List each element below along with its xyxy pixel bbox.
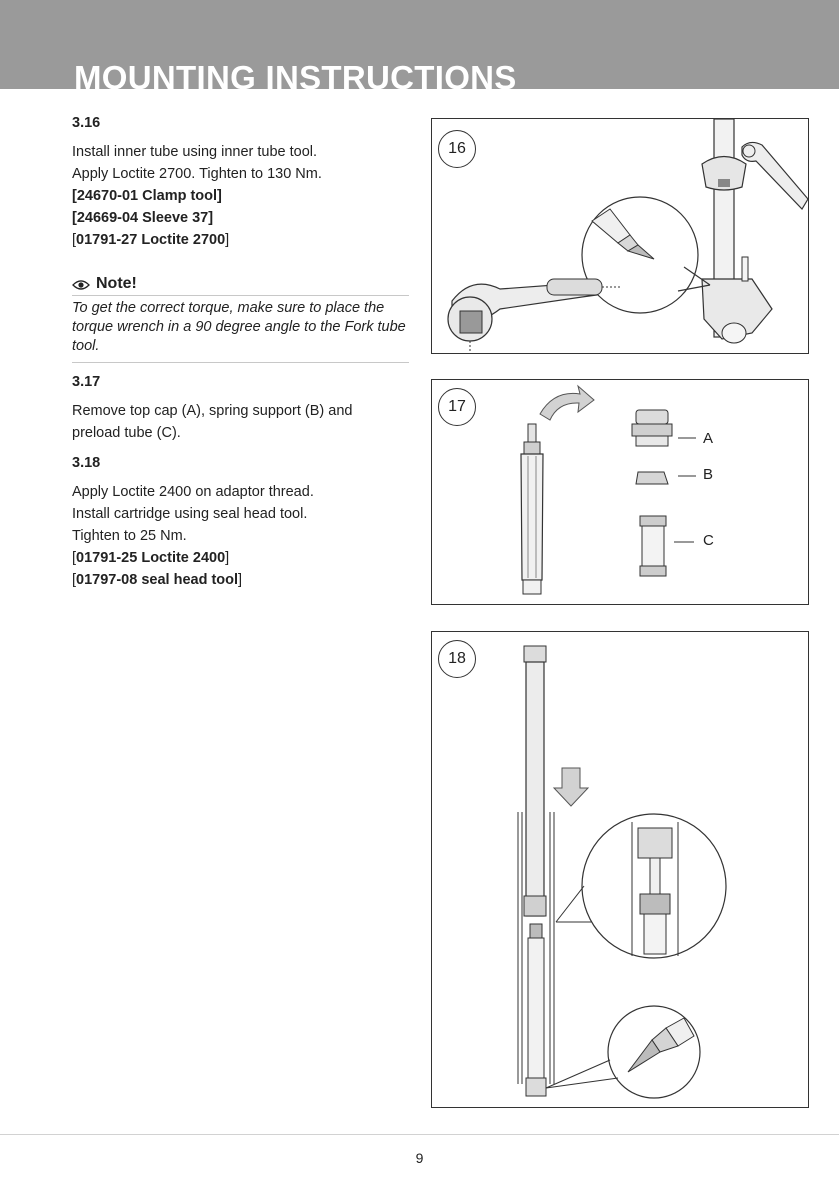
- clamp-tool-ref: [24670-01 Clamp tool]: [72, 188, 222, 204]
- step-318-line: Tighten to 25 Nm.: [72, 528, 187, 544]
- loctite-2700-ref: [01791-27 Loctite 2700]: [72, 232, 230, 248]
- step-317-line: Remove top cap (A), spring support (B) and: [72, 403, 353, 419]
- part-label-a: A: [703, 430, 714, 447]
- step-318-line: Install cartridge using seal head tool.: [72, 506, 308, 522]
- step-number-317: 3.17: [72, 374, 101, 390]
- cartridge-install-illustration: [432, 632, 808, 1107]
- part-label-b: B: [703, 466, 714, 483]
- step-316-line: Install inner tube using inner tube tool.: [72, 144, 318, 160]
- step-318-line: Apply Loctite 2400 on adaptor thread.: [72, 484, 314, 500]
- step-316-line: Apply Loctite 2700. Tighten to 130 Nm.: [72, 166, 322, 182]
- step-number-316: 3.16: [72, 115, 101, 131]
- figure-17: [431, 379, 809, 605]
- page-number: 9: [415, 1150, 424, 1166]
- eye-icon: [72, 278, 90, 290]
- part-label-c: C: [703, 532, 714, 549]
- instructions-column: [72, 114, 412, 591]
- page-title: MOUNTING INSTRUCTIONS: [74, 59, 517, 89]
- cartridge-parts-illustration: [432, 380, 808, 604]
- figure-16: [431, 118, 809, 354]
- seal-head-tool-ref: [01797-08 seal head tool]: [72, 572, 243, 588]
- step-number-318: 3.18: [72, 455, 101, 471]
- loctite-2400-ref: [01791-25 Loctite 2400]: [72, 550, 230, 566]
- figure-number-badge: 16: [438, 130, 476, 168]
- note-title: Note!: [96, 275, 137, 292]
- footer-divider: [0, 1134, 839, 1135]
- figure-number-badge: 17: [438, 388, 476, 426]
- sleeve-tool-ref: [24669-04 Sleeve 37]: [72, 210, 214, 226]
- step-317-line: preload tube (C).: [72, 425, 181, 441]
- inner-tube-tool-illustration: [432, 119, 808, 353]
- header-bar: [0, 0, 839, 89]
- figure-number-badge: 18: [438, 640, 476, 678]
- note-text: To get the correct torque, make sure to place the torque wrench in a 90 degree angle to the Fork tube tool.: [72, 299, 409, 363]
- note-heading: [72, 273, 409, 296]
- figure-18: [431, 631, 809, 1108]
